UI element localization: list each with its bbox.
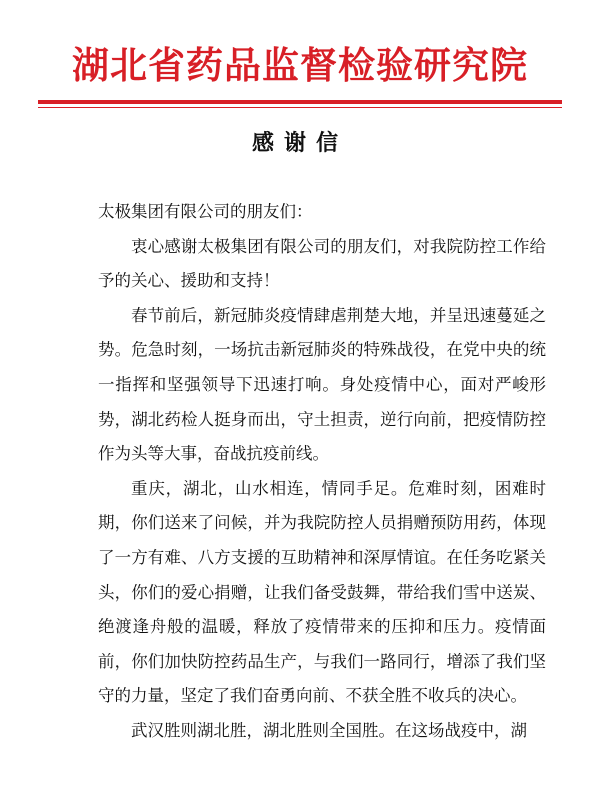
letterhead-rule-thin bbox=[38, 107, 562, 108]
letterhead bbox=[30, 30, 570, 100]
paragraph-victory: 武汉胜则湖北胜，湖北胜则全国胜。在这场战疫中，湖 bbox=[131, 720, 527, 740]
document-title: 感谢信 bbox=[251, 130, 348, 156]
paragraph-gratitude: 衷心感谢太极集团有限公司的朋友们，对我院防控工作给予的关心、援助和支持！ bbox=[98, 236, 546, 291]
salutation: 太极集团有限公司的朋友们： bbox=[98, 202, 313, 221]
paragraph-epidemic-situation: 春节前后，新冠肺炎疫情肆虐荆楚大地，并呈迅速蔓延之势。危急时刻，一场抗击新冠肺炎的特殊战役，在党中央的统一指挥和坚强领导下迅速打响。身处疫情中心，面对严峻形势，湖北药检人挺身而出，守土担责，逆行向前，把疫情防控作为头等大事，奋战抗疫前线。 bbox=[98, 305, 546, 464]
letterhead-org-name: 湖北省药品监督检验研究院 bbox=[72, 43, 528, 87]
letter-body bbox=[98, 195, 546, 749]
paragraph-support: 重庆，湖北，山水相连，情同手足。危难时刻，困难时期，你们送来了问候，并为我院防控人员捐赠预防用药，体现了一方有难、八方支援的互助精神和深厚情谊。在任务吃紧关头，你们的爱心捐赠，让我们备受鼓舞，带给我们雪中送炭、绝渡逢舟般的温暖，释放了疫情带来的压抑和压力。疫情面前，你们加快防控药品生产，与我们一路同行，增添了我们坚守的力量，坚定了我们奋勇向前、不获全胜不收兵的决心。 bbox=[98, 478, 546, 706]
letterhead-rule-thick bbox=[38, 100, 562, 104]
